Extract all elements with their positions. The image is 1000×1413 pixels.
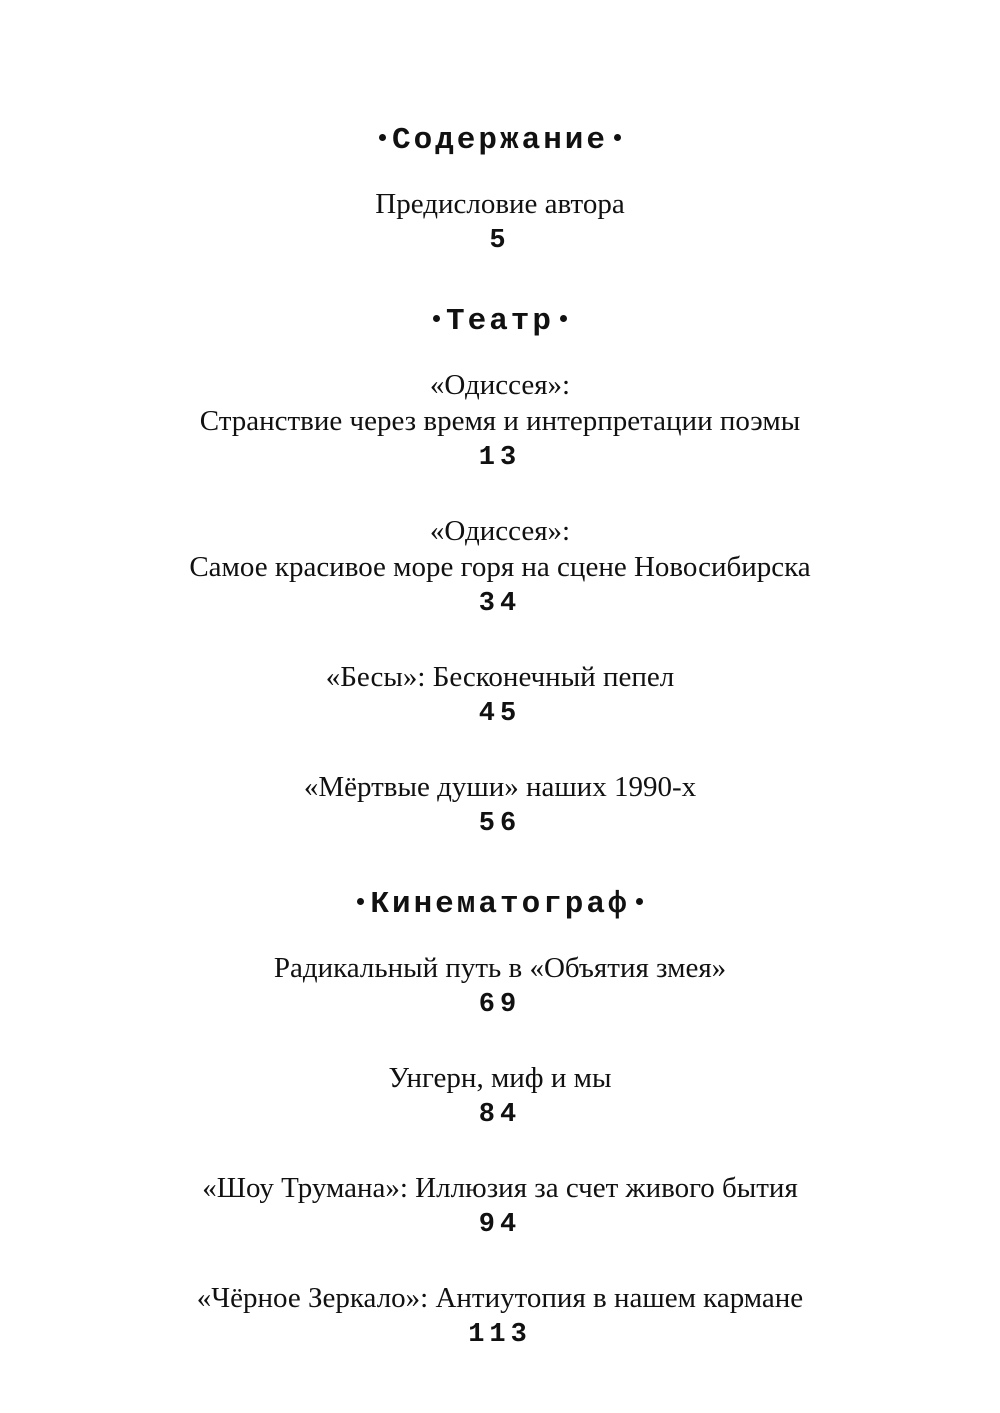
toc-entry-title: «Мёртвые души» наших 1990-х [303,771,697,803]
cinema-heading-text: Кинематограф [370,887,630,922]
cinema-heading [0,887,1000,923]
toc-entry-page-number: 45 [478,699,522,729]
toc-entry-title: Предисловие автора [375,188,625,220]
toc-entry-page-number: 69 [478,990,522,1020]
bullet-dot-icon [614,134,621,141]
toc-entry-title: Радикальный путь в «Объятия змея» [273,952,727,984]
toc-entry-title: «Шоу Трумана»: Иллюзия за счет живого бытия [202,1172,798,1204]
bullet-dot-icon [433,315,440,322]
toc-entry-page-number: 34 [478,589,522,619]
toc-entry-title: «Одиссея»: [429,369,571,401]
toc-entry-title: «Одиссея»: [429,515,571,547]
contents-heading [0,123,1000,159]
toc-entry-page-number: 84 [478,1100,522,1130]
bullet-dot-icon [379,134,386,141]
bullet-dot-icon [636,898,643,905]
toc-entry-page-number: 5 [489,226,511,256]
toc-entry-subtitle: Самое красивое море горя на сцене Новосибирска [189,551,811,583]
toc-entry-page-number: 56 [478,809,522,839]
toc-entry-title: Унгерн, миф и мы [388,1062,612,1094]
toc-entry-page-number: 113 [468,1320,532,1350]
toc-entry-subtitle: Странствие через время и интерпретации поэмы [199,405,801,437]
toc-entry-title: «Бесы»: Бесконечный пепел [325,661,675,693]
contents-heading-text: Содержание [391,123,609,158]
toc-entry-page-number: 13 [478,443,522,473]
bullet-dot-icon [357,898,364,905]
toc-entry-title: «Чёрное Зеркало»: Антиутопия в нашем кармане [196,1282,804,1314]
bullet-dot-icon [560,315,567,322]
theatre-heading [0,304,1000,340]
theatre-heading-text: Театр [445,304,554,339]
toc-entry-page-number: 94 [478,1210,522,1240]
